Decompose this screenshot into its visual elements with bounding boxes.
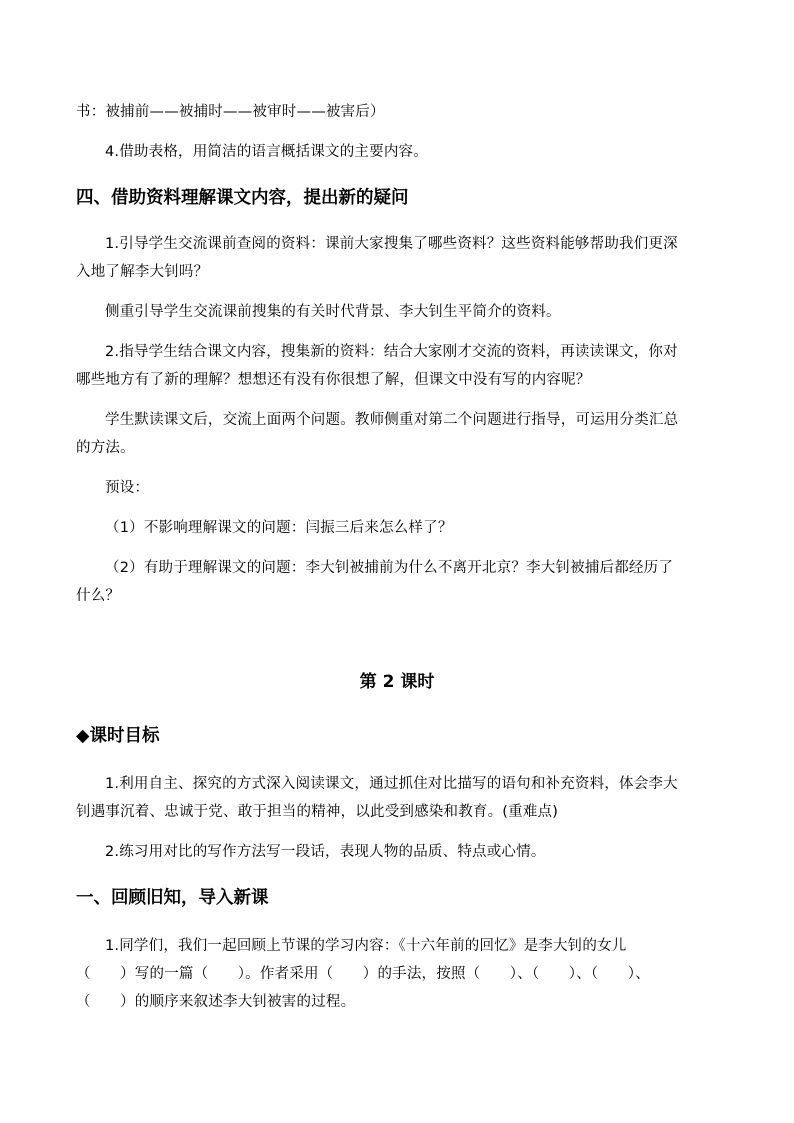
preset-item-2-line-1: （2）有助于理解课文的问题：李大钊被捕前为什么不离开北京？李大钊被捕后都经历了	[105, 560, 674, 576]
goal-heading: ◆课时目标	[76, 726, 160, 746]
preset-item-1: （1）不影响理解课文的问题：闫振三后来怎么样了？	[105, 520, 453, 536]
question-2-line-1: 2.指导学生结合课文内容，搜集新的资料：结合大家刚才交流的资料，再读读课文，你对	[105, 344, 678, 360]
question-2-note-line-2: 的方法。	[76, 440, 135, 456]
preset-label: 预设：	[105, 480, 150, 496]
section-heading-4: 四、借助资料理解课文内容，提出新的疑问	[76, 188, 409, 208]
question-2-line-2: 哪些地方有了新的理解？想想还有没有你很想了解，但课文中没有写的内容呢？	[76, 372, 591, 388]
question-1-note: 侧重引导学生交流课前搜集的有关时代背景、李大钊生平简介的资料。	[105, 304, 561, 320]
step-4-text: 4.借助表格，用简洁的语言概括课文的主要内容。	[105, 144, 428, 160]
question-1-line-1: 1.引导学生交流课前查阅的资料：课前大家搜集了哪些资料？这些资料能够帮助我们更深	[105, 236, 678, 252]
lesson-title: 第 2 课时	[359, 672, 435, 692]
paragraph-line: 书：被捕前——被捕时——被审时——被害后）	[76, 104, 385, 120]
question-1-line-2: 入地了解李大钊吗？	[76, 264, 209, 280]
review-line-3: （ ）的顺序来叙述李大钊被害的过程。	[76, 994, 356, 1010]
preset-item-2-line-2: 什么？	[76, 588, 121, 604]
question-2-note-line-1: 学生默读课文后，交流上面两个问题。教师侧重对第二个问题进行指导，可运用分类汇总	[105, 412, 679, 428]
goal-1-line-1: 1.利用自主、探究的方式深入阅读课文，通过抓住对比描写的语句和补充资料，体会李大	[105, 776, 678, 792]
section-heading-1: 一、回顾旧知，导入新课	[76, 888, 269, 908]
review-line-2: （ ）写的一篇（ ）。作者采用（ ）的手法，按照（ ）、（ ）、（ ）、	[76, 966, 650, 982]
goal-2-text: 2.练习用对比的写作方法写一段话，表现人物的品质、特点或心情。	[105, 844, 546, 860]
review-line-1: 1.同学们，我们一起回顾上节课的学习内容：《十六年前的回忆》是李大钊的女儿	[105, 938, 627, 954]
goal-1-line-2: 钊遇事沉着、忠诚于党、敢于担当的精神，以此受到感染和教育。(重难点)	[76, 804, 559, 820]
